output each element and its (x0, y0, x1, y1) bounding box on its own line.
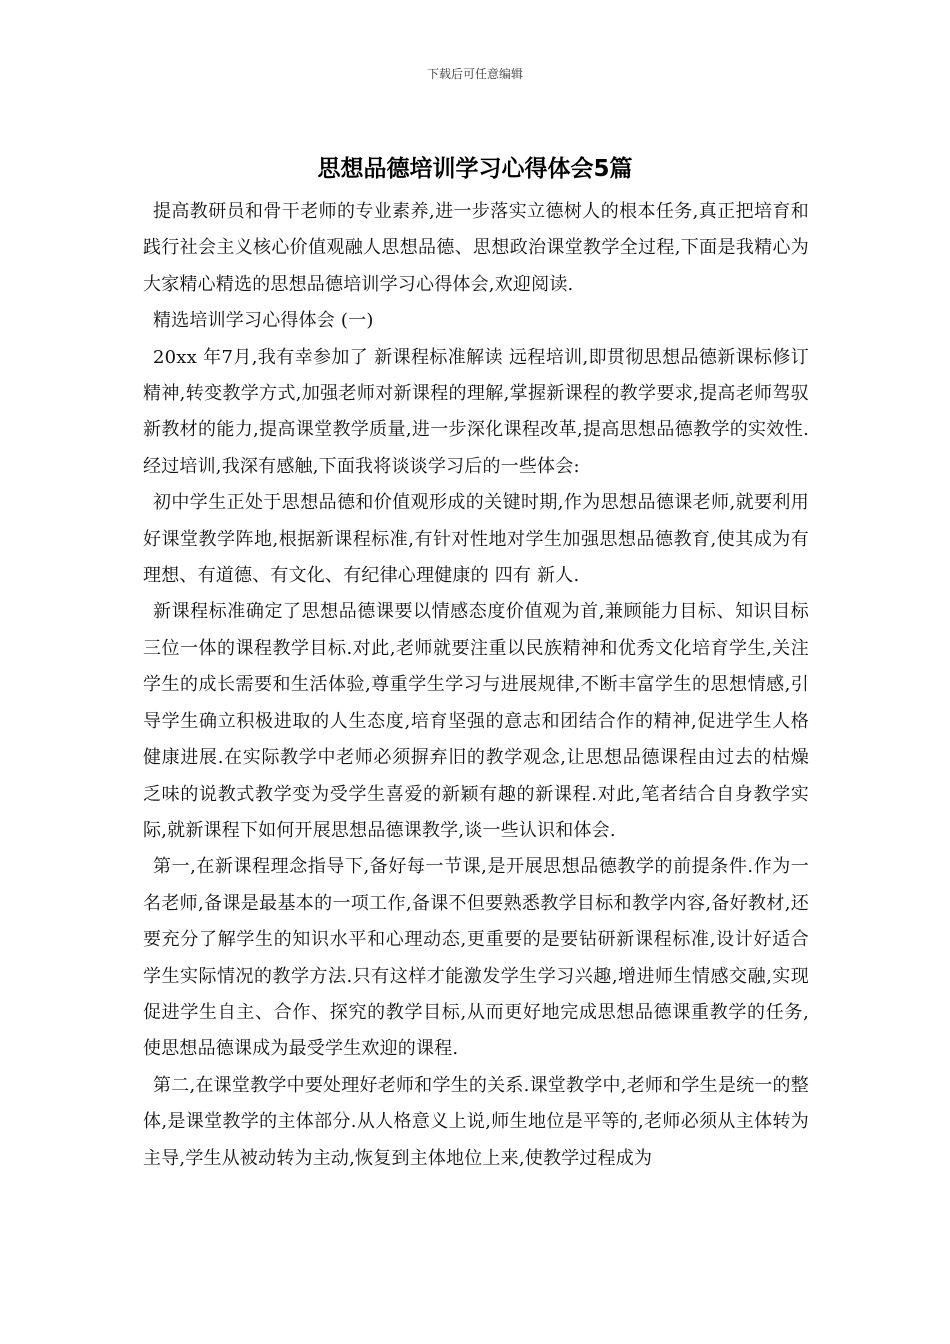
body-paragraph: 20xx 年7月,我有幸参加了 新课程标准解读 远程培训,即贯彻思想品德新课标修订精神,转变教学方式,加强老师对新课程的理解,掌握新课程的教学要求,提高老师驾驭新教材的能力,提高课堂教学质量,进一步深化课程改革,提高思想品德教学的实效性.经过培训,我深有感触,下面我将谈谈学习后的一些体会: (143, 346, 809, 477)
intro-paragraph: 提高教研员和骨干老师的专业素养,进一步落实立德树人的根本任务,真正把培育和践行社会主义核心价值观融人思想品德、思想政治课堂教学全过程,下面是我精心为大家精心精选的思想品德培训学习心得体会,欢迎阅读. (143, 201, 809, 295)
body-paragraph: 新课程标准确定了思想品德课要以情感态度价值观为首,兼顾能力目标、知识目标三位一体的课程教学目标.对此,老师就要注重以民族精神和优秀文化培育学生,关注学生的成长需要和生活体验,尊重学生学习与进展规律,不断丰富学生的思想情感,引导学生确立积极进取的人生态度,培育坚强的意志和团结合作的精神,促进学生人格健康进展.在实际教学中老师必须摒弃旧的教学观念,让思想品德课程由过去的枯燥乏味的说教式教学变为受学生喜爱的新颖有趣的新课程.对此,笔者结合自身教学实际,就新课程下如何开展思想品德课教学,谈一些认识和体会. (143, 601, 809, 841)
section-heading: 精选培训学习心得体会 (一) (153, 310, 374, 332)
document-body (143, 194, 809, 1177)
document-title: 思想品德培训学习心得体会5篇 (317, 156, 633, 182)
body-paragraph: 初中学生正处于思想品德和价值观形成的关键时期,作为思想品德课老师,就要利用好课堂教学阵地,根据新课程标准,有针对性地对学生加强思想品德教育,使其成为有理想、有道德、有文化、有纪律心理健康的 四有 新人. (143, 492, 809, 587)
body-paragraph: 第一,在新课程理念指导下,备好每一节课,是开展思想品德教学的前提条件.作为一名老师,备课是最基本的一项工作,备课不但要熟悉教学目标和教学内容,备好教材,还要充分了解学生的知识水平和心理动态,更重要的是要钻研新课程标准,设计好适合学生实际情况的教学方法.只有这样才能激发学生学习兴趣,增进师生情感交融,实现促进学生自主、合作、探究的教学目标,从而更好地完成思想品德课重教学的任务,使思想品德课成为最受学生欢迎的课程. (143, 856, 809, 1060)
header-note: 下载后可任意编辑 (426, 67, 523, 81)
body-paragraph: 第二,在课堂教学中要处理好老师和学生的关系.课堂教学中,老师和学生是统一的整体,是课堂教学的主体部分.从人格意义上说,师生地位是平等的,老师必须从主体转为主导,学生从被动转为主动,恢复到主体地位上来,使教学过程成为 (143, 1074, 809, 1169)
